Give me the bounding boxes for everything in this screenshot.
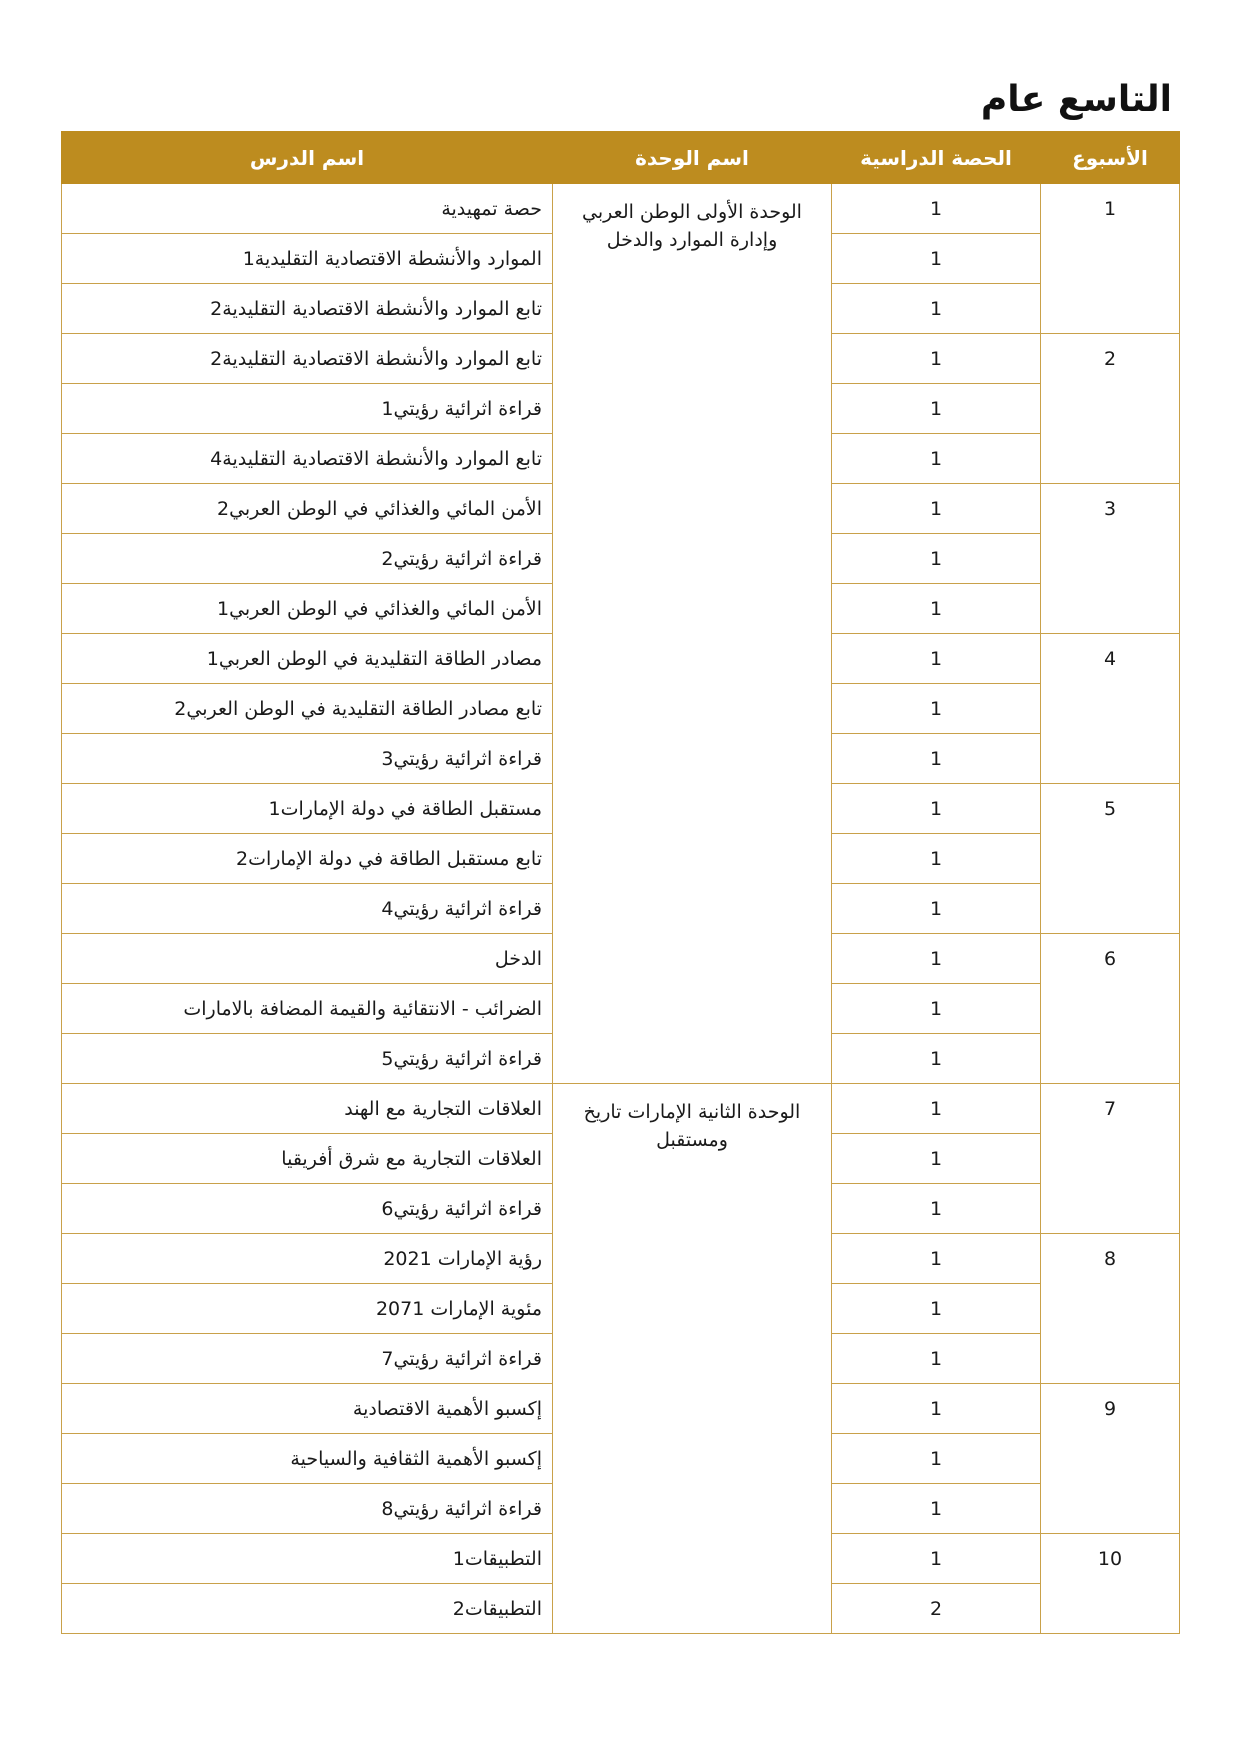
lesson-name: الضرائب - الانتقائية والقيمة المضافة بالامارات [62,984,553,1034]
lesson-name: تابع الموارد والأنشطة الاقتصادية التقليدية2 [62,284,553,334]
period-count: 1 [832,384,1041,434]
lesson-name: قراءة اثرائية رؤيتي7 [62,1334,553,1384]
period-count: 1 [832,984,1041,1034]
week-number: 9 [1041,1384,1180,1534]
unit-name: الوحدة الأولى الوطن العربي وإدارة الموارد والدخل [553,184,832,1084]
period-count: 1 [832,1484,1041,1534]
period-count: 1 [832,434,1041,484]
period-count: 1 [832,1184,1041,1234]
lesson-name: قراءة اثرائية رؤيتي6 [62,1184,553,1234]
table-header-row [62,132,1180,184]
table-row [62,1084,1180,1134]
lesson-name: قراءة اثرائية رؤيتي5 [62,1034,553,1084]
lesson-name: إكسبو الأهمية الاقتصادية [62,1384,553,1434]
header-week: الأسبوع [1041,132,1180,184]
lesson-name: الأمن المائي والغذائي في الوطن العربي1 [62,584,553,634]
lesson-name: قراءة اثرائية رؤيتي8 [62,1484,553,1534]
lesson-name: قراءة اثرائية رؤيتي4 [62,884,553,934]
period-count: 2 [832,1584,1041,1634]
week-number: 7 [1041,1084,1180,1234]
lesson-name: الموارد والأنشطة الاقتصادية التقليدية1 [62,234,553,284]
period-count: 1 [832,284,1041,334]
table-body [62,184,1180,1634]
lesson-name: تابع مصادر الطاقة التقليدية في الوطن العربي2 [62,684,553,734]
period-count: 1 [832,534,1041,584]
week-number: 6 [1041,934,1180,1084]
week-number: 3 [1041,484,1180,634]
week-number: 2 [1041,334,1180,484]
page-title: التاسع عام [980,79,1172,120]
period-count: 1 [832,684,1041,734]
period-count: 1 [832,1434,1041,1484]
lesson-name: حصة تمهيدية [62,184,553,234]
lesson-name: قراءة اثرائية رؤيتي2 [62,534,553,584]
period-count: 1 [832,334,1041,384]
lesson-name: العلاقات التجارية مع شرق أفريقيا [62,1134,553,1184]
lesson-name: تابع مستقبل الطاقة في دولة الإمارات2 [62,834,553,884]
lesson-name: مئوية الإمارات 2071 [62,1284,553,1334]
period-count: 1 [832,1234,1041,1284]
period-count: 1 [832,1534,1041,1584]
period-count: 1 [832,184,1041,234]
lesson-name: تابع الموارد والأنشطة الاقتصادية التقليدية4 [62,434,553,484]
header-unit: اسم الوحدة [553,132,832,184]
period-count: 1 [832,584,1041,634]
period-count: 1 [832,1034,1041,1084]
unit-name: الوحدة الثانية الإمارات تاريخ ومستقبل [553,1084,832,1634]
lesson-name: تابع الموارد والأنشطة الاقتصادية التقليدية2 [62,334,553,384]
lesson-name: العلاقات التجارية مع الهند [62,1084,553,1134]
lesson-name: قراءة اثرائية رؤيتي3 [62,734,553,784]
lesson-name: الأمن المائي والغذائي في الوطن العربي2 [62,484,553,534]
period-count: 1 [832,934,1041,984]
lesson-name: قراءة اثرائية رؤيتي1 [62,384,553,434]
lesson-name: رؤية الإمارات 2021 [62,1234,553,1284]
period-count: 1 [832,1384,1041,1434]
week-number: 10 [1041,1534,1180,1634]
week-number: 5 [1041,784,1180,934]
lesson-name: التطبيقات2 [62,1584,553,1634]
period-count: 1 [832,834,1041,884]
week-number: 1 [1041,184,1180,334]
week-number: 4 [1041,634,1180,784]
lesson-name: إكسبو الأهمية الثقافية والسياحية [62,1434,553,1484]
curriculum-table [61,131,1180,1634]
period-count: 1 [832,1134,1041,1184]
lesson-name: مصادر الطاقة التقليدية في الوطن العربي1 [62,634,553,684]
table-row [62,184,1180,234]
period-count: 1 [832,484,1041,534]
header-lesson: اسم الدرس [62,132,553,184]
lesson-name: التطبيقات1 [62,1534,553,1584]
period-count: 1 [832,1084,1041,1134]
lesson-name: الدخل [62,934,553,984]
header-period: الحصة الدراسية [832,132,1041,184]
period-count: 1 [832,234,1041,284]
lesson-name: مستقبل الطاقة في دولة الإمارات1 [62,784,553,834]
period-count: 1 [832,634,1041,684]
period-count: 1 [832,734,1041,784]
period-count: 1 [832,784,1041,834]
week-number: 8 [1041,1234,1180,1384]
period-count: 1 [832,1334,1041,1384]
period-count: 1 [832,1284,1041,1334]
period-count: 1 [832,884,1041,934]
